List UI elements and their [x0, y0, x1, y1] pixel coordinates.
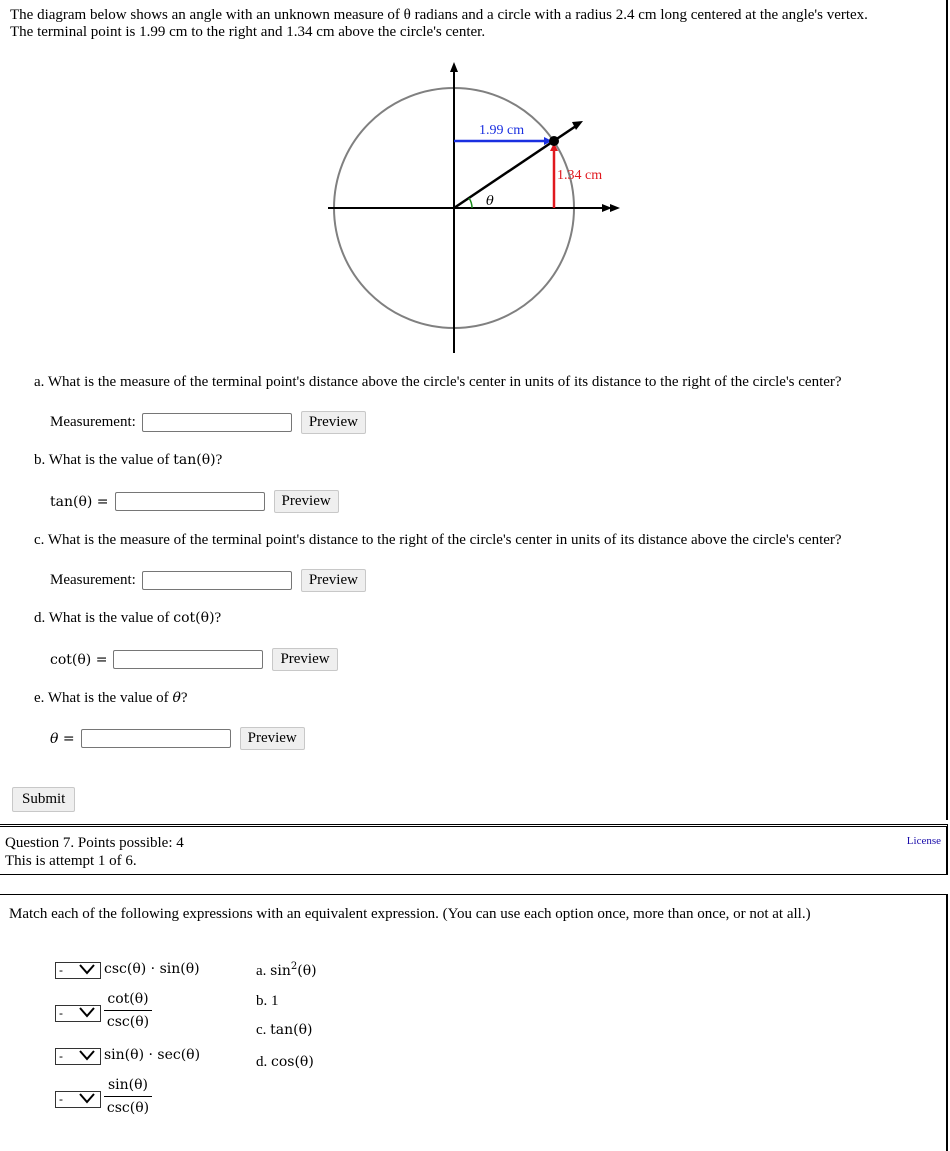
part-e-input[interactable] [81, 729, 231, 748]
part-c-input[interactable] [142, 571, 292, 590]
part-b-label: tan(θ) = [50, 493, 109, 510]
part-e-question [34, 690, 188, 707]
match-option-a: a. $\sin^2(\theta)$ [256, 961, 317, 979]
part-b-preview-button[interactable]: Preview [274, 490, 339, 513]
fraction-bar [104, 1096, 152, 1097]
match-expression-2-numerator: cot(θ) [107, 991, 149, 1007]
part-b-input[interactable] [115, 492, 265, 511]
part-d-label: cot(θ) = [50, 651, 108, 668]
match-option-b: b. 1 [256, 993, 279, 1009]
part-d-input[interactable] [113, 650, 263, 669]
part-c-answer-row [50, 569, 366, 592]
part-e-preview-button[interactable]: Preview [240, 727, 305, 750]
part-a-preview-button[interactable]: Preview [301, 411, 366, 434]
part-c-question: c. What is the measure of the terminal point's distance to the right of the circle's center in units of its distance above the circle's center? [34, 532, 842, 548]
terminal-point [549, 136, 559, 146]
part-c-label: Measurement: [50, 572, 136, 588]
part-e-answer-row [50, 727, 305, 750]
match-select-4[interactable]: - [55, 1091, 101, 1108]
chevron-down-icon [76, 1090, 98, 1106]
part-b-answer-row [50, 490, 339, 513]
angle-circle-diagram [320, 55, 630, 360]
intro-line-2: The terminal point is 1.99 cm to the right and 1.34 cm above the circle's center. [10, 24, 486, 40]
part-a-question: a. What is the measure of the terminal point's distance above the circle's center in units of its distance to the right of the circle's center? [34, 374, 842, 390]
horizontal-label: 1.99 cm [479, 123, 525, 138]
part-d-preview-button[interactable]: Preview [272, 648, 337, 671]
part-e-question-suffix: ? [180, 690, 188, 706]
chevron-down-icon [76, 1047, 98, 1063]
match-expression-4-denominator: csc(θ) [106, 1100, 150, 1116]
part-e-question-prefix: e. What is the value of [34, 690, 173, 706]
match-expression-4-numerator: sin(θ) [107, 1077, 149, 1093]
match-expression-3: sin(θ) · sec(θ) [104, 1047, 201, 1063]
part-e-label: θ = [50, 730, 75, 747]
part-a-label: Measurement: [50, 414, 136, 430]
part-a-input[interactable] [142, 413, 292, 432]
part-b-question-prefix: b. What is the value of [34, 452, 174, 468]
question-points: Question 7. Points possible: 4 [5, 835, 184, 851]
part-c-preview-button[interactable]: Preview [301, 569, 366, 592]
question-footer [0, 824, 948, 875]
license-link[interactable]: License [906, 835, 941, 847]
match-expression-2-denominator: csc(θ) [106, 1014, 150, 1030]
part-d-answer-row [50, 648, 338, 671]
part-b-question [34, 452, 222, 469]
vertical-label: 1.34 cm [557, 168, 603, 183]
attempt-info: This is attempt 1 of 6. [5, 853, 137, 869]
part-d-question [34, 610, 221, 627]
match-option-d: d. cos(θ) [256, 1054, 314, 1070]
match-expression-4 [104, 1076, 152, 1117]
angle-label: θ [486, 194, 494, 209]
part-b-question-math: tan(θ) [173, 452, 216, 468]
match-select-3[interactable]: - [55, 1048, 101, 1065]
y-axis-arrow [450, 62, 458, 72]
intro-line-1: The diagram below shows an angle with an unknown measure of θ radians and a circle with a radius 2.4 cm long centered at the angle's vertex. [10, 7, 868, 23]
part-d-question-prefix: d. What is the value of [34, 610, 174, 626]
chevron-down-icon [76, 961, 98, 977]
match-select-2[interactable]: - [55, 1005, 101, 1022]
part-e-question-math: θ [172, 690, 181, 706]
angle-arc [469, 198, 472, 208]
question-intro [10, 7, 940, 41]
chevron-down-icon [76, 1004, 98, 1020]
x-axis-arrow-2 [610, 204, 620, 212]
submit-button[interactable]: Submit [12, 787, 75, 812]
match-select-1[interactable]: - [55, 962, 101, 979]
part-a-answer-row [50, 411, 366, 434]
part-d-question-math: cot(θ) [173, 610, 215, 626]
part-b-question-suffix: ? [215, 452, 223, 468]
match-option-c: c. tan(θ) [256, 1022, 313, 1038]
part-d-question-suffix: ? [214, 610, 222, 626]
match-expression-2 [104, 990, 152, 1031]
fraction-bar [104, 1010, 152, 1011]
match-expression-1: csc(θ) · sin(θ) [104, 961, 200, 977]
matching-prompt: Match each of the following expressions with an equivalent expression. (You can use each option once, more than once, or not at all.) [9, 906, 811, 922]
matching-question-panel [0, 894, 948, 1151]
